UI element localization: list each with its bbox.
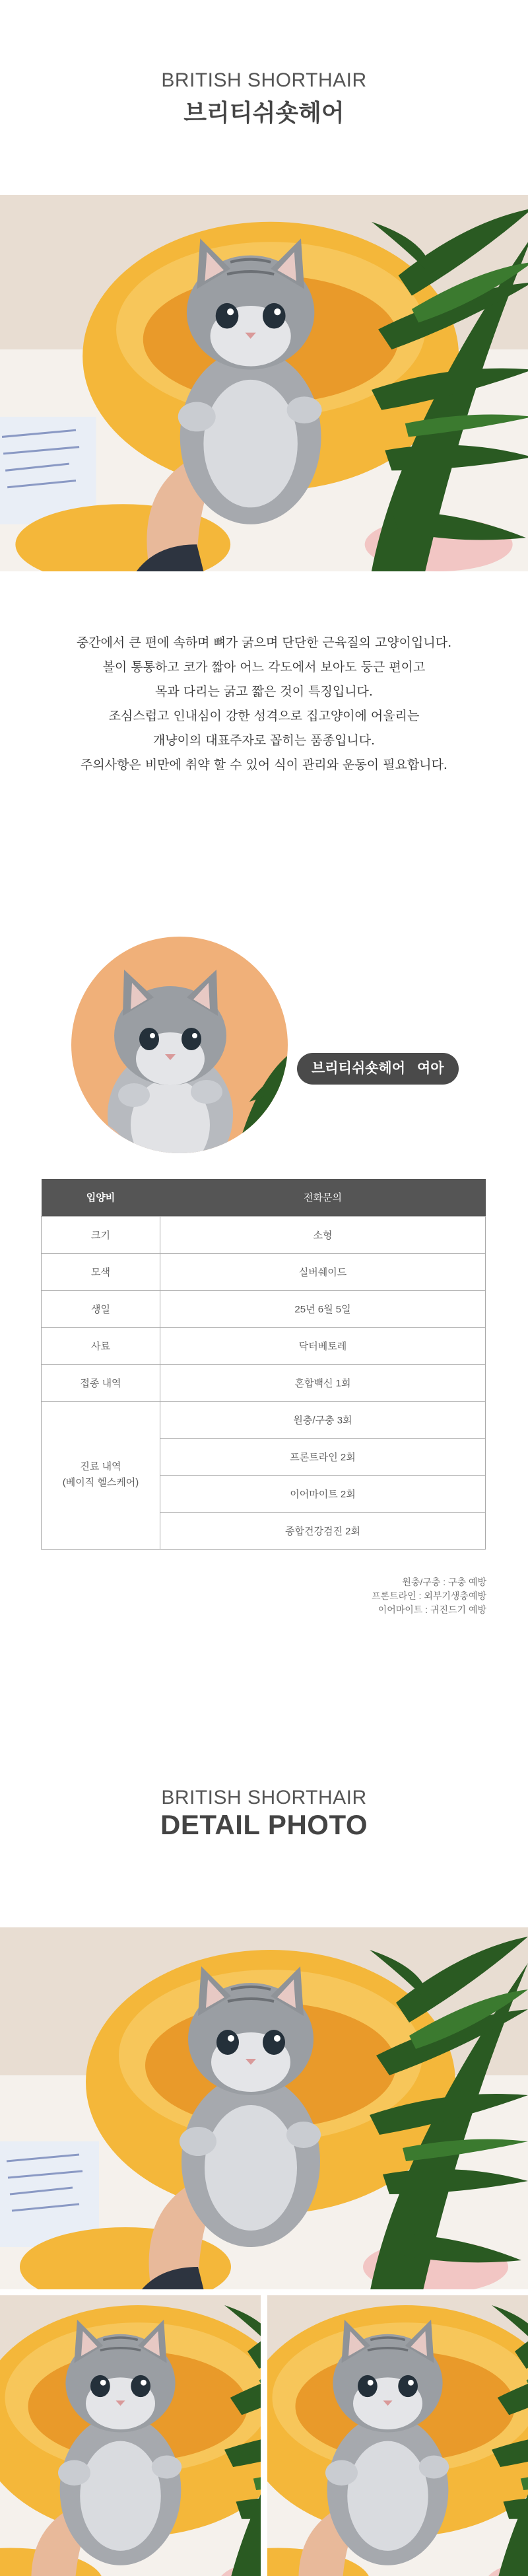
row-value: 소형 (160, 1216, 486, 1253)
row-key: 크기 (42, 1216, 160, 1253)
description-line: 볼이 통통하고 코가 짧아 어느 각도에서 보아도 둥근 편이고 (102, 660, 426, 674)
detail-photo-large (0, 1927, 528, 2289)
medical-value: 이어마이트 2회 (160, 1475, 486, 1512)
pet-info-table (41, 1179, 486, 1550)
profile-photo (71, 937, 288, 1153)
detail-english-title: BRITISH SHORTHAIR (161, 1787, 367, 1808)
table-row (42, 1216, 486, 1253)
detail-heading (0, 1787, 528, 1841)
footnote-line: 이어마이트 : 귀진드기 예방 (378, 1604, 486, 1615)
medical-label-line: 진료 내역 (80, 1461, 121, 1472)
row-key: 접종 내역 (42, 1364, 160, 1401)
description-line: 주의사항은 비만에 취약 할 수 있어 식이 관리와 운동이 필요합니다. (81, 758, 447, 772)
row-value: 실버쉐이드 (160, 1253, 486, 1290)
pet-sex: 여아 (417, 1061, 444, 1076)
pet-breed-name: 브리티쉬숏헤어 (312, 1061, 406, 1076)
description-line: 중간에서 큰 편에 속하며 뼈가 굵으며 단단한 근육질의 고양이입니다. (76, 635, 452, 650)
row-value: 25년 6월 5일 (160, 1290, 486, 1327)
hero-korean-title: 브리티쉬숏헤어 (183, 99, 345, 126)
table-row (42, 1401, 486, 1438)
medical-value: 프론트라인 2회 (160, 1438, 486, 1475)
row-key: 생일 (42, 1290, 160, 1327)
medical-label-line: (베이직 헬스케어) (62, 1477, 139, 1488)
adoption-fee-label: 입양비 (42, 1179, 160, 1216)
table-header-row (42, 1179, 486, 1216)
medical-value: 종합건강검진 2회 (160, 1512, 486, 1549)
detail-photo-left (0, 2295, 261, 2576)
detail-title: DETAIL PHOTO (160, 1809, 368, 1840)
footnote-line: 원충/구충 : 구충 예방 (402, 1577, 486, 1587)
breed-description (0, 631, 528, 777)
table-row (42, 1290, 486, 1327)
footnote-line: 프론트라인 : 외부기생충예방 (372, 1591, 486, 1601)
description-line: 목과 다리는 굵고 짧은 것이 특징입니다. (155, 684, 373, 699)
adoption-fee-value: 전화문의 (160, 1179, 486, 1216)
table-row (42, 1327, 486, 1364)
row-value: 혼합백신 1회 (160, 1364, 486, 1401)
row-value: 닥터베토레 (160, 1327, 486, 1364)
pet-name-badge (297, 1053, 459, 1085)
hero-photo (0, 195, 528, 571)
description-line: 조심스럽고 인내심이 강한 성격으로 집고양이에 어울리는 (108, 709, 420, 723)
row-key: 모색 (42, 1253, 160, 1290)
medical-value: 원충/구충 3회 (160, 1401, 486, 1438)
row-key: 사료 (42, 1327, 160, 1364)
hero-heading (0, 69, 528, 128)
medical-history-label (42, 1401, 160, 1549)
table-row (42, 1364, 486, 1401)
table-row (42, 1253, 486, 1290)
detail-photo-right (267, 2295, 528, 2576)
description-line: 개냥이의 대표주자로 꼽히는 품종입니다. (152, 733, 376, 748)
hero-english-title: BRITISH SHORTHAIR (161, 69, 367, 91)
footnotes (372, 1575, 486, 1617)
